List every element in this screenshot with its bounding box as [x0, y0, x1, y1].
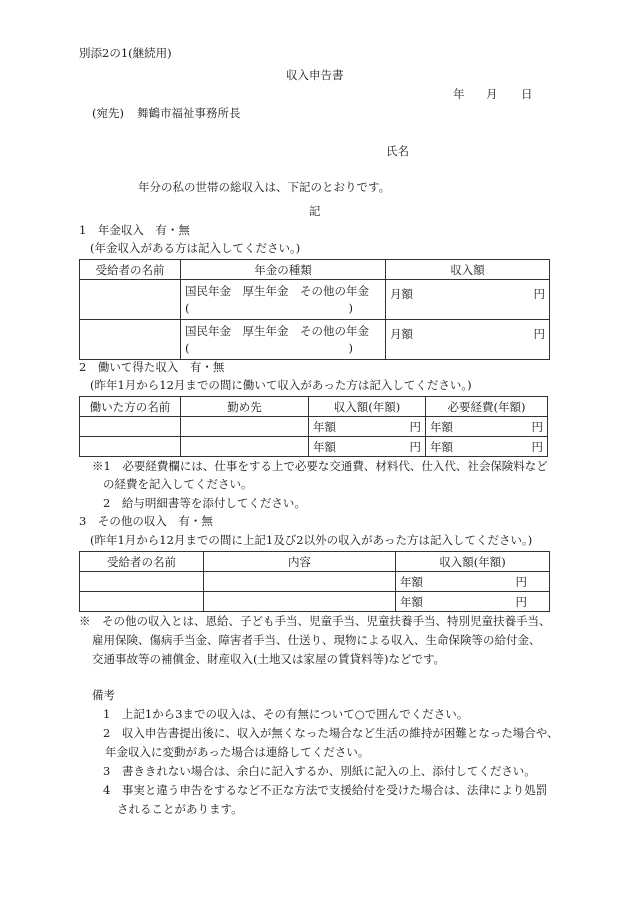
remark-item-4-line2: されることがあります。 — [117, 802, 243, 816]
annual-income-cell[interactable]: 年額 円 — [309, 437, 426, 457]
table-header-row — [80, 260, 550, 280]
pension-type-cell[interactable] — [181, 320, 386, 360]
section1-heading: 1 年金収入 有・無 — [79, 223, 190, 237]
table-row — [80, 280, 550, 320]
employer-cell[interactable] — [181, 437, 309, 457]
other-income-definition-line2: 雇用保険、傷病手当金、障害者手当、仕送り、現物による収入、生命保険等の給付金、 — [92, 633, 541, 647]
column-header: 収入額 — [386, 260, 550, 280]
intro-text: 年分の私の世帯の総収入は、下記のとおりです。 — [138, 180, 391, 194]
table-row — [80, 572, 550, 592]
section2-note: (昨年1月から12月までの間に働いて収入があった方は記入してください。) — [90, 378, 472, 392]
expense-note-line1: ※1 必要経費欄には、仕事をする上で必要な交通費、材料代、仕入代、社会保険料など — [92, 459, 548, 473]
worker-name-cell[interactable] — [80, 437, 181, 457]
annual-expense-cell[interactable]: 年額 円 — [426, 437, 548, 457]
pension-type-options: 国民年金 厚生年金 その他の年金 — [185, 323, 369, 338]
column-header: 受給者の名前 — [80, 552, 204, 572]
pension-table — [79, 259, 550, 360]
other-income-definition-line1: ※ その他の収入とは、恩給、子ども手当、児童手当、児童扶養手当、特別児童扶養手当、 — [79, 614, 551, 628]
content-cell[interactable] — [204, 592, 396, 612]
section2-heading: 2 働いて得た収入 有・無 — [79, 360, 225, 374]
worker-name-cell[interactable] — [80, 417, 181, 437]
column-header: 受給者の名前 — [80, 260, 181, 280]
addressee-prefix: (宛先) — [92, 106, 124, 120]
remarks-heading: 備考 — [92, 688, 115, 702]
date-day-label: 日 — [521, 87, 533, 101]
remark-item-4-line1: 4 事実と違う申告をするなど不正な方法で支援給付を受けた場合は、法律により処罰 — [103, 783, 548, 797]
table-header-row — [80, 552, 550, 572]
table-header-row — [80, 397, 548, 417]
table-row — [80, 417, 548, 437]
ki-label: 記 — [309, 204, 321, 218]
other-income-table — [79, 551, 550, 612]
pension-type-cell[interactable] — [181, 280, 386, 320]
recipient-name-cell[interactable] — [80, 572, 204, 592]
amount-label: 月額 — [390, 286, 413, 301]
section3-note: (昨年1月から12月までの間に上記1及び2以外の収入があった方は記入してください。) — [90, 533, 533, 547]
annual-expense-cell[interactable]: 年額 円 — [426, 417, 548, 437]
date-year-label: 年 — [453, 87, 465, 101]
recipient-name-cell[interactable] — [80, 592, 204, 612]
column-header: 勤め先 — [181, 397, 309, 417]
other-income-definition-line3: 交通事故等の補償金、財産収入(土地又は家屋の賃貸料等)などです。 — [92, 652, 446, 666]
payslip-note: 2 給与明細書等を添付してください。 — [103, 496, 306, 510]
section3-heading: 3 その他の収入 有・無 — [79, 514, 213, 528]
content-cell[interactable] — [204, 572, 396, 592]
column-header: 内容 — [204, 552, 396, 572]
column-header: 収入額(年額) — [396, 552, 550, 572]
name-label: 氏名 — [386, 144, 409, 158]
section1-note: (年金収入がある方は記入してください。) — [90, 241, 301, 255]
pension-type-options: 国民年金 厚生年金 その他の年金 — [185, 283, 369, 298]
form-number: 別添2の1(継続用) — [79, 46, 172, 60]
amount-unit: 円 — [533, 326, 545, 341]
remark-item-2-line2: 年金収入に変動があった場合は連絡してください。 — [105, 745, 370, 759]
column-header: 働いた方の名前 — [80, 397, 181, 417]
employer-cell[interactable] — [181, 417, 309, 437]
column-header: 必要経費(年額) — [426, 397, 548, 417]
date-month-label: 月 — [486, 87, 498, 101]
pension-other-paren: ( ) — [185, 340, 353, 355]
monthly-amount-cell[interactable] — [386, 320, 550, 360]
amount-unit: 円 — [533, 286, 545, 301]
addressee: 舞鶴市福祉事務所長 — [137, 106, 241, 120]
column-header: 年金の種類 — [181, 260, 386, 280]
remark-item-2-line1: 2 収入申告書提出後に、収入が無くなった場合など生活の維持が困難となった場合や、 — [103, 726, 559, 740]
annual-amount-cell[interactable]: 年額 円 — [396, 592, 550, 612]
expense-note-line2: の経費を記入してください。 — [103, 477, 253, 491]
pension-other-paren: ( ) — [185, 300, 353, 315]
annual-amount-cell[interactable]: 年額 円 — [396, 572, 550, 592]
table-row — [80, 437, 548, 457]
recipient-name-cell[interactable] — [80, 320, 181, 360]
monthly-amount-cell[interactable] — [386, 280, 550, 320]
amount-label: 月額 — [390, 326, 413, 341]
table-row — [80, 592, 550, 612]
remark-item-1: 1 上記1から3までの収入は、その有無について○で囲んでください。 — [103, 707, 469, 721]
table-row — [80, 320, 550, 360]
recipient-name-cell[interactable] — [80, 280, 181, 320]
employment-table — [79, 396, 548, 457]
page-title: 収入申告書 — [286, 68, 344, 82]
annual-income-cell[interactable]: 年額 円 — [309, 417, 426, 437]
column-header: 収入額(年額) — [309, 397, 426, 417]
remark-item-3: 3 書ききれない場合は、余白に記入するか、別紙に記入の上、添付してください。 — [103, 764, 536, 778]
